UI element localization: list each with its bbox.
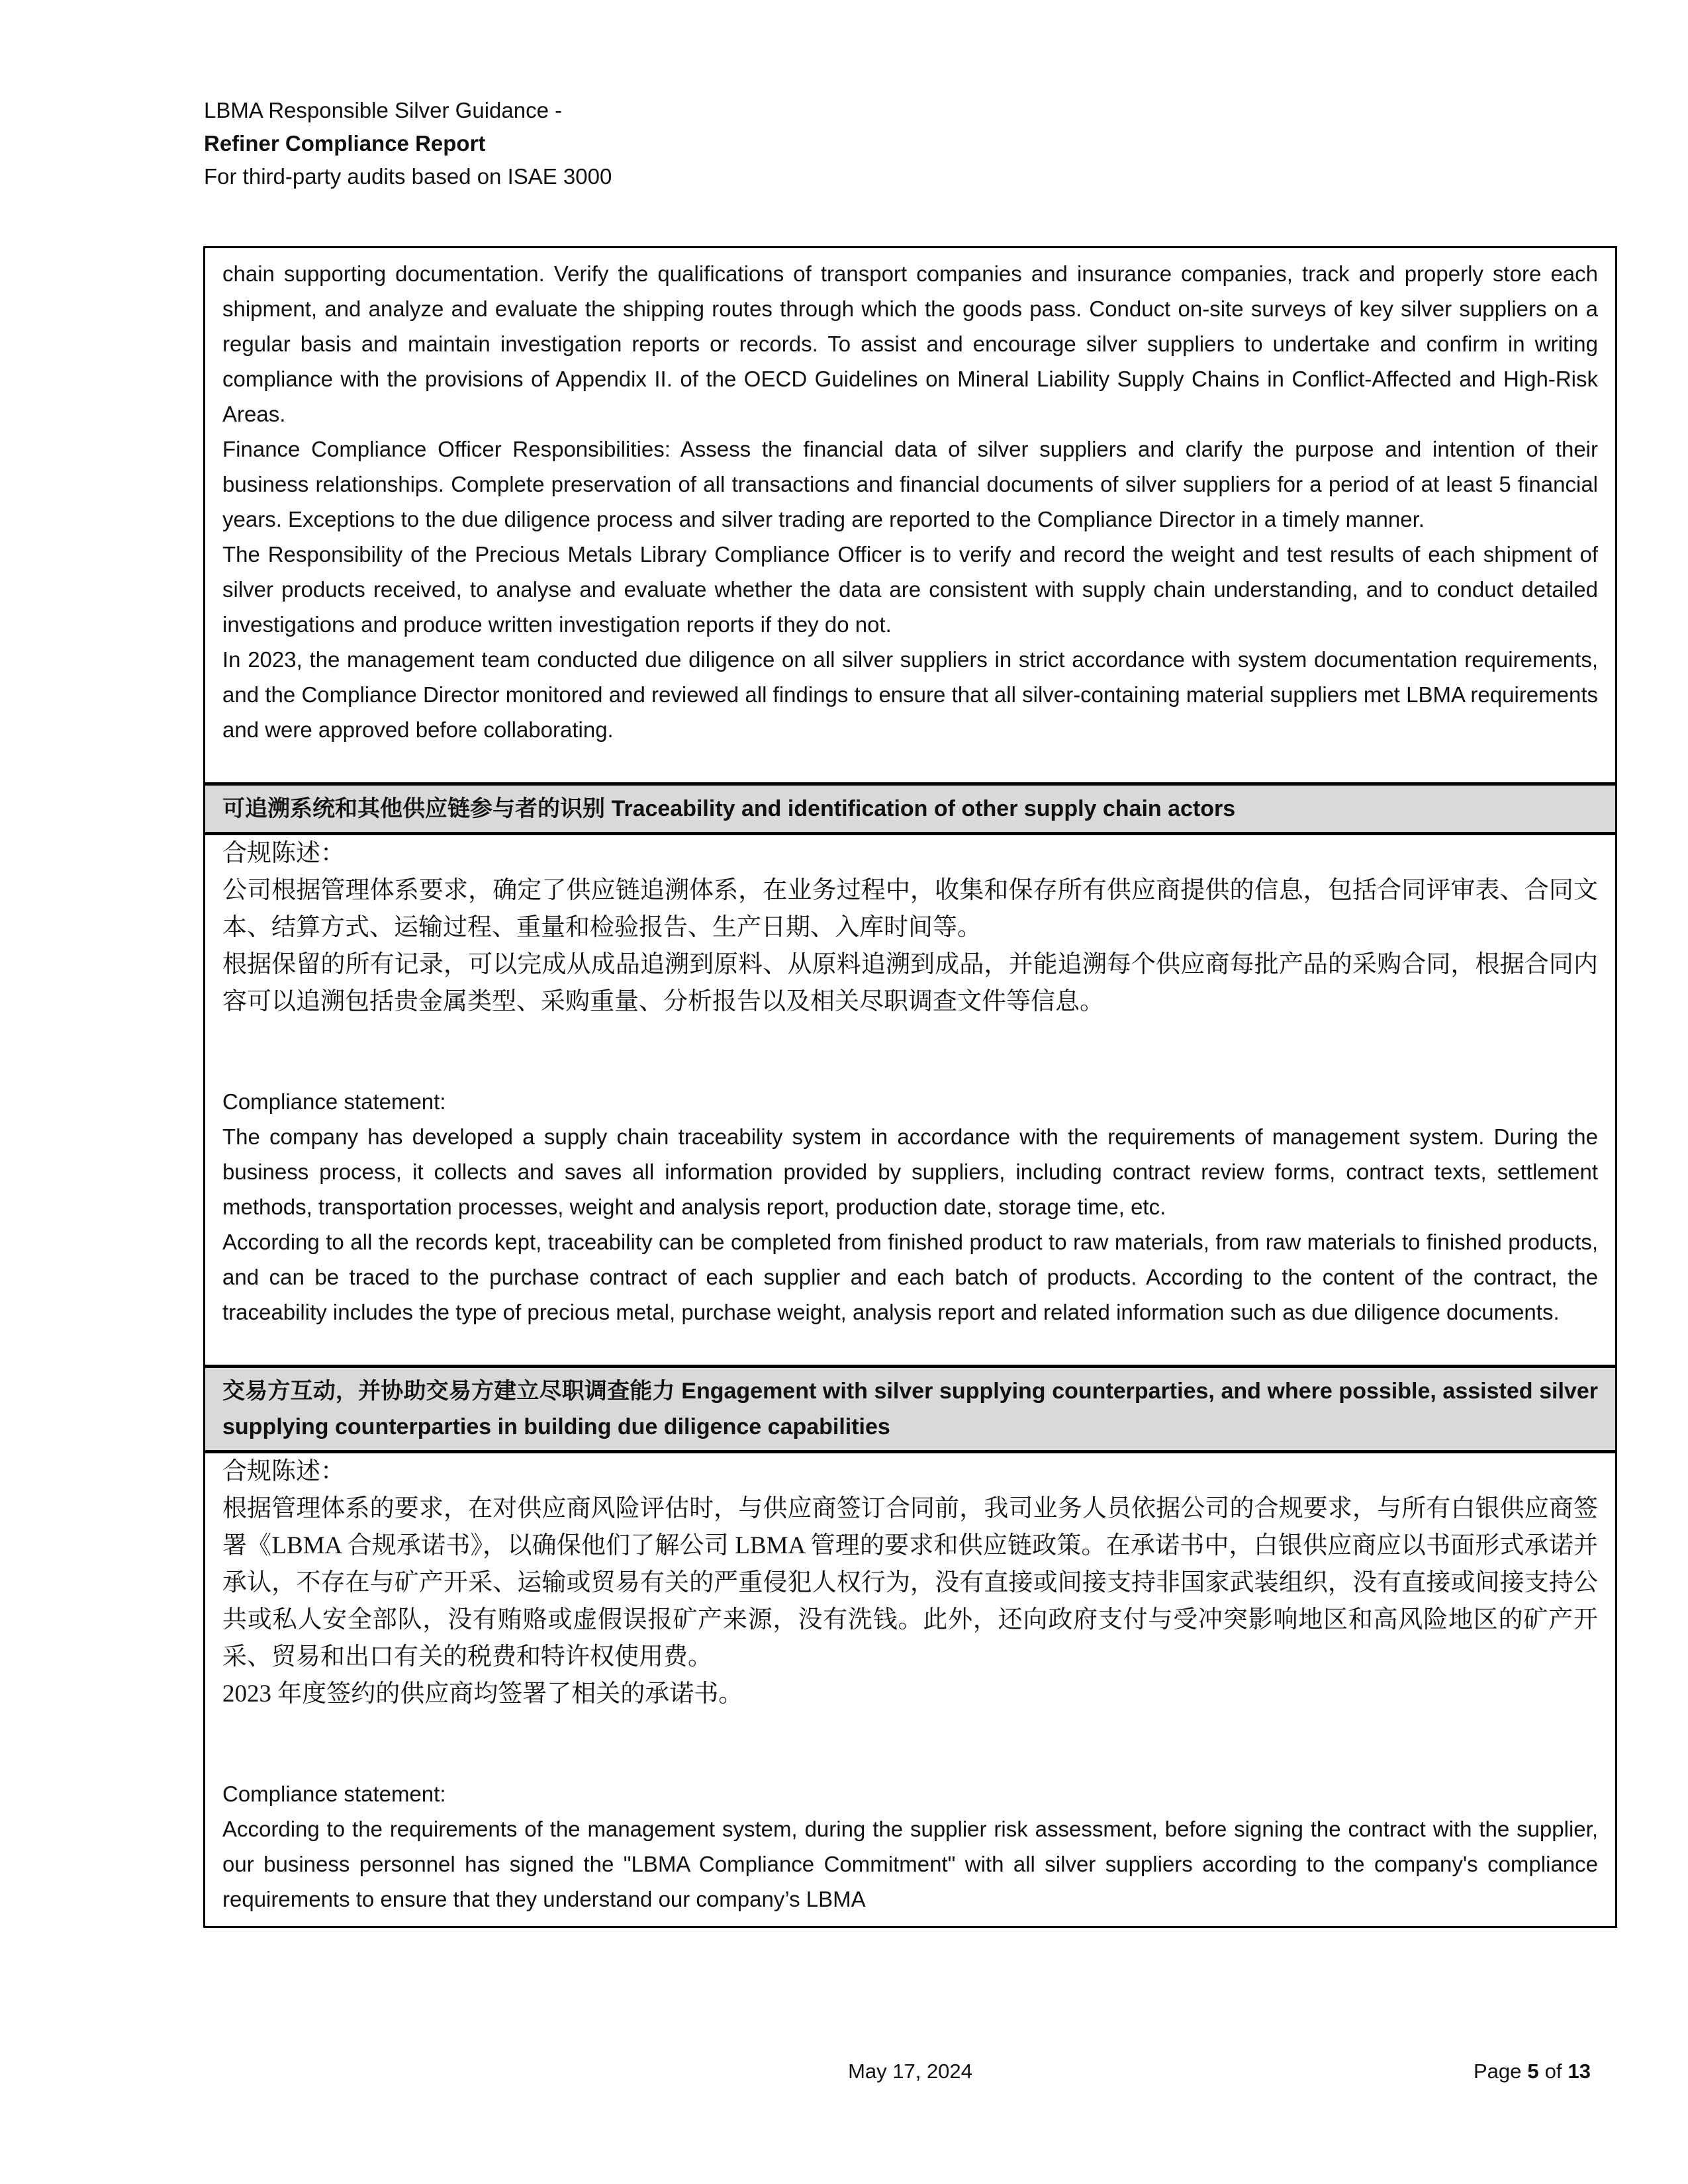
compliance-paragraph-en: According to the requirements of the management system, during the supplier risk assessment, before signing the contract with the supplier, our business personnel has signed the "LBMA Compliance Commitment" with all silver suppliers according to the company's compliance requirements to ensure that they understand our company’s LBMA: [222, 1817, 1598, 1911]
compliance-paragraph-zh: 根据管理体系的要求，在对供应商风险评估时，与供应商签订合同前，我司业务人员依据公司的合规要求，与所有白银供应商签署《LBMA 合规承诺书》，以确保他们了解公司 LBMA 管理的要求和供应链政策。在承诺书中，白银供应商应以书面形式承诺并承认，不存在与矿产开采、运输或贸易有关的严重侵犯人权行为，没有直接或间接支持非国家武装组织，没有直接或间接支持公共或私人安全部队，没有贿赂或虚假误报矿产来源，没有洗钱。此外，还向政府支付与受冲突影响地区和高风险地区的矿产开采、贸易和出口有关的税费和特许权使用费。: [222, 1495, 1598, 1670]
compliance-paragraph-en: According to all the records kept, traceability can be completed from finished product to raw materials, from raw materials to finished products, and can be traced to the purchase contract of each supplier and each batch of products. According to the content of the contract, the traceability includes the type of precious metal, purchase weight, analysis report and related information such as due diligence documents.: [222, 1230, 1598, 1324]
compliance-statement-label-en: Compliance statement:: [222, 1089, 446, 1114]
spacer: [222, 1021, 1598, 1084]
section-heading-engagement: 交易方互动，并协助交易方建立尽职调查能力 Engagement with silver supplying counterparties, and where possible, assisted silver supplying counterparties in building due diligence capabilities: [205, 1365, 1615, 1453]
document-header: [204, 94, 612, 193]
compliance-statement-label-zh: 合规陈述：: [222, 840, 345, 867]
intro-paragraph: The Responsibility of the Precious Metals Library Compliance Officer is to verify and record the weight and test results of each shipment of silver products received, to analyse and evaluate whether the data are consistent with supply chain understanding, and to conduct detailed investigations and produce written investigation reports if they do not.: [222, 542, 1598, 637]
compliance-paragraph-zh: 2023 年度签约的供应商均签署了相关的承诺书。: [222, 1680, 743, 1707]
intro-paragraph: Finance Compliance Officer Responsibilities: Assess the financial data of silver suppliers and clarify the purpose and intention of their business relationships. Complete preservation of all transactions and financial documents of silver suppliers for a period of at least 5 financial years. Exceptions to the due diligence process and silver trading are reported to the Compliance Director in a timely manner.: [222, 437, 1598, 531]
page-footer: [203, 2060, 1617, 2083]
section-heading-traceability: 可追溯系统和其他供应链参与者的识别 Traceability and identification of other supply chain actors: [205, 782, 1615, 835]
spacer: [222, 1713, 1598, 1776]
header-title-line3: For third-party audits based on ISAE 3000: [204, 164, 612, 189]
header-title-line1: LBMA Responsible Silver Guidance -: [204, 98, 563, 122]
footer-page-number: 5: [1527, 2060, 1539, 2083]
spacer: [222, 1330, 1598, 1365]
compliance-statement-label-en: Compliance statement:: [222, 1782, 446, 1806]
compliance-paragraph-zh: 公司根据管理体系要求，确定了供应链追溯体系，在业务过程中，收集和保存所有供应商提供的信息，包括合同评审表、合同文本、结算方式、运输过程、重量和检验报告、生产日期、入库时间等。: [222, 877, 1598, 941]
intro-paragraph: In 2023, the management team conducted due diligence on all silver suppliers in strict accordance with system documentation requirements, and the Compliance Director monitored and reviewed all findings to ensure that all silver-containing material suppliers met LBMA requirements and were approved before collaborating.: [222, 647, 1598, 742]
header-title-line2: Refiner Compliance Report: [204, 131, 486, 156]
compliance-statement-label-zh: 合规陈述：: [222, 1458, 345, 1485]
intro-paragraph: chain supporting documentation. Verify the qualifications of transport companies and insurance companies, track and properly store each shipment, and analyze and evaluate the shipping routes through which the goods pass. Conduct on-site surveys of key silver suppliers on a regular basis and maintain investigation reports or records. To assist and encourage silver suppliers to undertake and confirm in writing compliance with the provisions of Appendix II. of the OECD Guidelines on Mineral Liability Supply Chains in Conflict-Affected and High-Risk Areas.: [222, 261, 1598, 426]
footer-page-word: Page: [1474, 2060, 1522, 2083]
spacer: [222, 747, 1598, 782]
footer-page-indicator: [1474, 2060, 1617, 2083]
report-content-box: [203, 246, 1617, 1928]
footer-of-word: of: [1544, 2060, 1562, 2083]
footer-page-total: 13: [1568, 2060, 1591, 2083]
compliance-paragraph-zh: 根据保留的所有记录，可以完成从成品追溯到原料、从原料追溯到成品，并能追溯每个供应商每批产品的采购合同，根据合同内容可以追溯包括贵金属类型、采购重量、分析报告以及相关尽职调查文件等信息。: [222, 951, 1598, 1015]
compliance-paragraph-en: The company has developed a supply chain traceability system in accordance with the requirements of management system. During the business process, it collects and saves all information provided by suppliers, including contract review forms, contract texts, settlement methods, transportation processes, weight and analysis report, production date, storage time, etc.: [222, 1124, 1598, 1219]
footer-date: May 17, 2024: [848, 2060, 972, 2083]
